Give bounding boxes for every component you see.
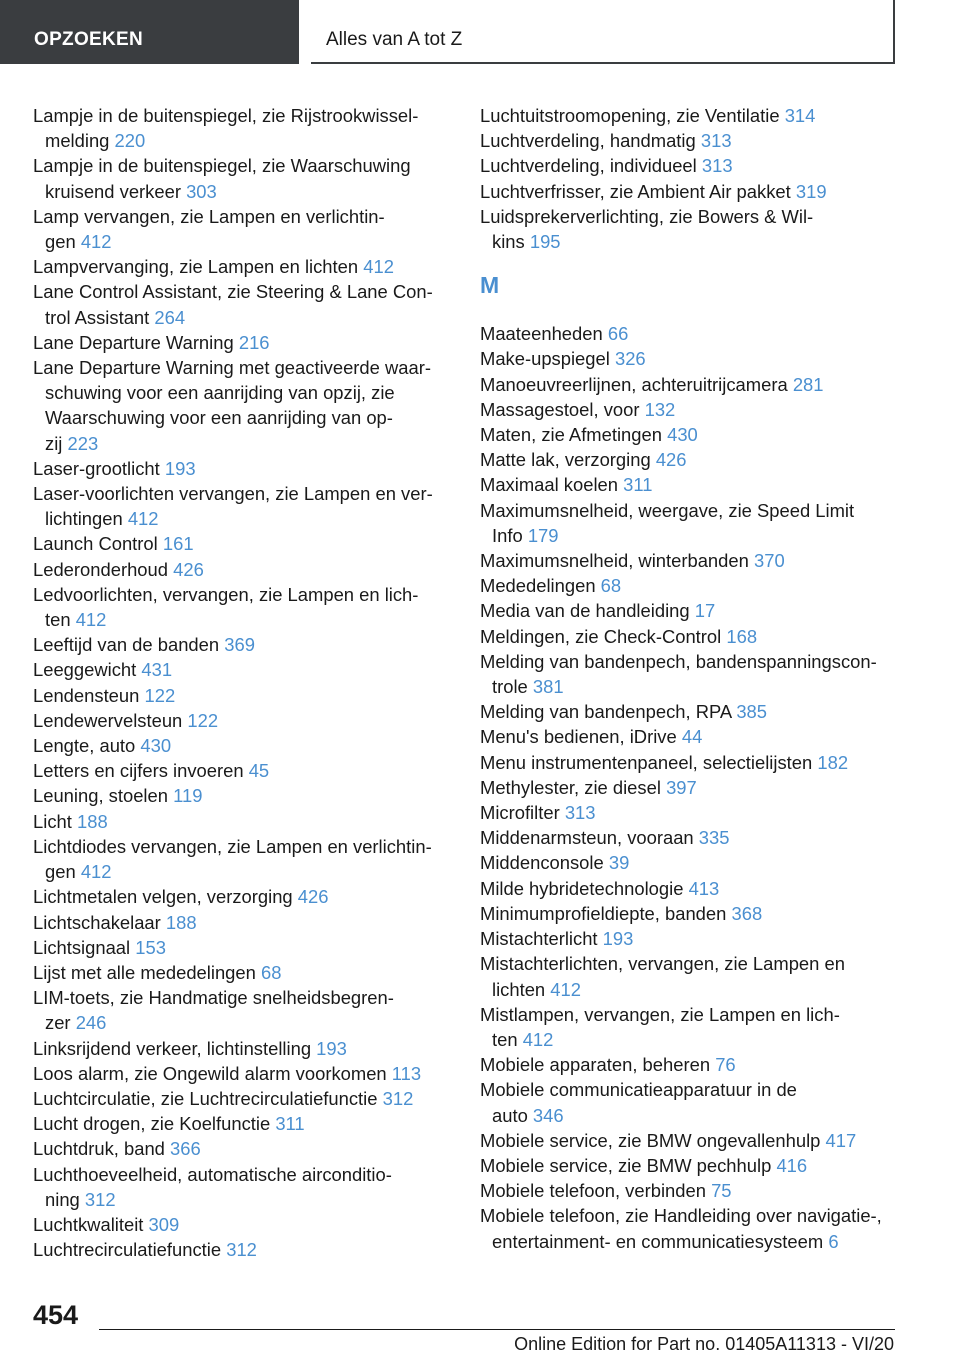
- footer-divider: [99, 1329, 895, 1330]
- page-link[interactable]: 346: [532, 1104, 564, 1126]
- index-entry: [480, 699, 910, 724]
- page-link[interactable]: 412: [80, 861, 112, 883]
- page-link[interactable]: 412: [127, 508, 159, 530]
- entry-term: Mobiele communicatieapparatuur in de: [480, 1079, 797, 1101]
- index-entry: [480, 472, 910, 497]
- page-link[interactable]: 264: [154, 306, 186, 328]
- index-entry: [480, 548, 910, 573]
- page-link[interactable]: 113: [391, 1062, 422, 1084]
- entry-term: Lichtschakelaar: [33, 911, 161, 933]
- page-link[interactable]: 335: [698, 827, 730, 849]
- page-link[interactable]: 319: [795, 180, 827, 202]
- index-entry: [480, 1178, 910, 1203]
- index-entry: [33, 683, 453, 708]
- entry-term: zer: [45, 1012, 71, 1034]
- index-entry: [33, 1162, 453, 1212]
- page-link[interactable]: 311: [623, 474, 653, 496]
- entry-term: Middenarmsteun, vooraan: [480, 827, 694, 849]
- entry-term: Lichtdiodes vervangen, zie Lampen en verlichtin-: [33, 835, 432, 857]
- index-entry: [480, 926, 910, 951]
- index-column-right: [480, 103, 910, 1254]
- index-entry: [480, 750, 910, 775]
- entry-term: auto: [492, 1104, 528, 1126]
- index-entry: [480, 179, 910, 204]
- index-entry: [480, 103, 910, 128]
- page-link[interactable]: 188: [165, 911, 197, 933]
- topic-title: Alles van A tot Z: [326, 29, 463, 50]
- entry-term: Info: [492, 524, 523, 546]
- entry-term: Luchthoeveelheid, automatische airconditio-: [33, 1163, 392, 1185]
- page-link[interactable]: 312: [84, 1188, 116, 1210]
- entry-term: kins: [492, 231, 525, 253]
- index-entry: [33, 985, 453, 1035]
- index-entry: [480, 775, 910, 800]
- entry-term: Mobiele service, zie BMW ongevallenhulp: [480, 1129, 821, 1151]
- entry-term: Luchtverfrisser, zie Ambient Air pakket: [480, 180, 791, 202]
- entry-term: gen: [45, 231, 76, 253]
- entry-term: Leeggewicht: [33, 659, 137, 681]
- index-entry: [33, 531, 453, 556]
- page-link[interactable]: 426: [655, 449, 687, 471]
- page-link[interactable]: 168: [726, 625, 758, 647]
- index-entry: [480, 649, 910, 699]
- entry-term: Letters en cijfers invoeren: [33, 760, 244, 782]
- page-link[interactable]: 369: [224, 634, 255, 656]
- page-link[interactable]: 223: [67, 432, 99, 454]
- page-link[interactable]: 122: [187, 709, 219, 731]
- page-link[interactable]: 195: [529, 231, 561, 253]
- page-link[interactable]: 281: [792, 373, 824, 395]
- index-entry: [33, 910, 453, 935]
- index-entry: [33, 884, 453, 909]
- page-link[interactable]: 39: [608, 852, 630, 874]
- page-link[interactable]: 246: [75, 1012, 107, 1034]
- page-link[interactable]: 313: [564, 802, 596, 824]
- page-link[interactable]: 412: [363, 256, 394, 278]
- entry-term: ning: [45, 1188, 80, 1210]
- page-link[interactable]: 370: [753, 550, 785, 572]
- index-column-left: [33, 103, 453, 1262]
- entry-term: Mistachterlichten, vervangen, zie Lampen en: [480, 953, 845, 975]
- entry-term: Launch Control: [33, 533, 158, 555]
- page-link[interactable]: 385: [736, 701, 767, 723]
- entry-term: Methylester, zie diesel: [480, 776, 661, 798]
- entry-term: lichten: [492, 978, 546, 1000]
- index-entry: [33, 1136, 453, 1161]
- entry-term: Menu's bedienen, iDrive: [480, 726, 677, 748]
- index-entry: [480, 204, 910, 254]
- index-entry: [33, 733, 453, 758]
- entry-term: Linksrijdend verkeer, lichtinstelling: [33, 1037, 312, 1059]
- entry-term: Mobiele service, zie BMW pechhulp: [480, 1154, 772, 1176]
- entry-term: Mededelingen: [480, 575, 596, 597]
- index-entry: [33, 1061, 453, 1086]
- index-entry: [33, 758, 453, 783]
- index-entry: [33, 103, 453, 153]
- entry-term: Lampje in de buitenspiegel, zie Waarschuwing: [33, 155, 411, 177]
- index-entry: [33, 708, 453, 733]
- entry-term: ten: [492, 1028, 518, 1050]
- index-entry: [33, 783, 453, 808]
- entry-term: Luchtkwaliteit: [33, 1213, 144, 1235]
- index-entry: [480, 901, 910, 926]
- letter-heading: M: [480, 272, 500, 299]
- entry-term: Lane Departure Warning: [33, 331, 234, 353]
- page-link[interactable]: 416: [776, 1154, 808, 1176]
- entry-term: Maximaal koelen: [480, 474, 618, 496]
- entry-term: gen: [45, 861, 76, 883]
- entry-term: Lane Control Assistant, zie Steering & Lane Con-: [33, 281, 433, 303]
- entry-term: Mobiele apparaten, beheren: [480, 1054, 711, 1076]
- index-entry: [33, 1111, 453, 1136]
- index-entry: [480, 321, 910, 346]
- footer-edition: Online Edition for Part no. 01405A11313 - VI/20: [514, 1334, 894, 1354]
- page-link[interactable]: 68: [600, 575, 622, 597]
- page-link[interactable]: 430: [667, 424, 698, 446]
- index-entry: [33, 834, 453, 884]
- index-entry: [33, 557, 453, 582]
- index-entry: [480, 850, 910, 875]
- entry-term: lichtingen: [45, 508, 123, 530]
- entry-term: Mistlampen, vervangen, zie Lampen en lich-: [480, 1003, 840, 1025]
- entry-term: Minimumprofieldiepte, banden: [480, 902, 727, 924]
- entry-term: Lampje in de buitenspiegel, zie Rijstrookwissel-: [33, 105, 419, 126]
- index-entry: [480, 800, 910, 825]
- index-entry: [33, 279, 453, 329]
- index-entry: [33, 330, 453, 355]
- entry-term: Lengte, auto: [33, 735, 136, 757]
- index-entry: [480, 153, 910, 178]
- page-link[interactable]: 412: [522, 1028, 554, 1050]
- entry-term: Lederonderhoud: [33, 558, 168, 580]
- index-entry: [33, 935, 453, 960]
- page-link[interactable]: 45: [248, 760, 270, 782]
- page-link[interactable]: 220: [114, 130, 146, 152]
- index-entry: [480, 498, 910, 548]
- index-entry: [480, 1077, 910, 1127]
- index-entry: [480, 876, 910, 901]
- entry-term: Make-upspiegel: [480, 348, 610, 370]
- index-entry: [480, 598, 910, 623]
- page-link[interactable]: 312: [382, 1087, 414, 1109]
- entry-term: Luchtverdeling, handmatig: [480, 130, 696, 152]
- index-entry: [480, 825, 910, 850]
- entry-term: Lichtmetalen velgen, verzorging: [33, 886, 293, 908]
- index-entry: [480, 951, 910, 1001]
- entry-term: Luchtuitstroomopening, zie Ventilatie: [480, 105, 780, 126]
- page-link[interactable]: 66: [607, 323, 629, 345]
- topic-header: [311, 0, 895, 64]
- page-link[interactable]: 412: [75, 609, 107, 631]
- entry-term: zij: [45, 432, 63, 454]
- index-entry: [33, 960, 453, 985]
- page-number: 454: [33, 1300, 79, 1330]
- page-link[interactable]: 397: [666, 776, 697, 798]
- entry-term: Ledvoorlichten, vervangen, zie Lampen en lich-: [33, 583, 419, 605]
- page-link[interactable]: 430: [140, 735, 172, 757]
- index-entry: [480, 1002, 910, 1052]
- index-entry: [33, 481, 453, 531]
- entry-term: Melding van bandenpech, RPA: [480, 701, 732, 723]
- page-link[interactable]: 182: [817, 751, 849, 773]
- index-entry: [480, 346, 910, 371]
- page-link[interactable]: 132: [644, 398, 676, 420]
- page-link[interactable]: 216: [238, 331, 270, 353]
- entry-term: Milde hybridetechnologie: [480, 877, 684, 899]
- index-entry: [33, 1212, 453, 1237]
- index-entry: [33, 632, 453, 657]
- index-group-l: [480, 103, 910, 254]
- page-link[interactable]: 68: [261, 961, 282, 983]
- entry-term: Maximumsnelheid, weergave, zie Speed Limit: [480, 499, 855, 521]
- entry-term: Meldingen, zie Check-Control: [480, 625, 722, 647]
- entry-term: Waarschuwing voor een aanrijding van op-: [45, 407, 393, 429]
- entry-term: Mobiele telefoon, zie Handleiding over navigatie-,: [480, 1205, 882, 1227]
- entry-term: trole: [492, 676, 528, 698]
- index-entry: [480, 724, 910, 749]
- entry-term: Media van de handleiding: [480, 600, 690, 622]
- index-entry: [33, 657, 453, 682]
- page-link[interactable]: 426: [173, 558, 204, 580]
- index-entry: [480, 128, 910, 153]
- entry-term: Loos alarm, zie Ongewild alarm voorkomen: [33, 1062, 387, 1084]
- index-entry: [33, 582, 453, 632]
- entry-term: Lampvervanging, zie Lampen en lichten: [33, 256, 359, 278]
- entry-term: Manoeuvreerlijnen, achteruitrijcamera: [480, 373, 788, 395]
- index-entry: [480, 397, 910, 422]
- page-link[interactable]: 426: [297, 886, 329, 908]
- index-entry: [33, 1086, 453, 1111]
- page-link[interactable]: 326: [614, 348, 646, 370]
- entry-term: Lijst met alle mededelingen: [33, 961, 256, 983]
- entry-term: Lane Departure Warning met geactiveerde waar-: [33, 357, 431, 379]
- index-entry: [33, 254, 453, 279]
- index-entry: [33, 204, 453, 254]
- entry-term: Luchtcirculatie, zie Luchtrecirculatiefunctie: [33, 1087, 378, 1109]
- entry-term: Mistachterlicht: [480, 928, 598, 950]
- index-entry: [480, 624, 910, 649]
- section-title: OPZOEKEN: [34, 29, 144, 50]
- entry-term: Licht: [33, 810, 72, 832]
- page-link[interactable]: 44: [681, 726, 703, 748]
- index-entry: [33, 809, 453, 834]
- index-entry: [480, 573, 910, 598]
- entry-term: Luidsprekerverlichting, zie Bowers & Wil-: [480, 205, 814, 227]
- page-link[interactable]: 381: [532, 676, 564, 698]
- page-link[interactable]: 75: [711, 1180, 732, 1202]
- page-link[interactable]: 413: [688, 877, 720, 899]
- page-link[interactable]: 6: [828, 1230, 839, 1252]
- entry-term: ten: [45, 609, 71, 631]
- page-link[interactable]: 431: [141, 659, 173, 681]
- index-entry: [480, 372, 910, 397]
- page-link[interactable]: 309: [148, 1213, 180, 1235]
- page-link[interactable]: 313: [701, 155, 733, 177]
- index-entry: [480, 1203, 910, 1253]
- entry-term: Maateenheden: [480, 323, 603, 345]
- entry-term: Melding van bandenpech, bandenspanningscon-: [480, 650, 877, 672]
- page-link[interactable]: 313: [700, 130, 732, 152]
- entry-term: Lamp vervangen, zie Lampen en verlichtin-: [33, 205, 385, 227]
- index-group-m: [480, 321, 910, 1254]
- page-link[interactable]: 17: [694, 600, 716, 622]
- page-link[interactable]: 314: [784, 105, 816, 126]
- page-link[interactable]: 188: [76, 810, 108, 832]
- entry-term: Leeftijd van de banden: [33, 634, 220, 656]
- page-link[interactable]: 193: [316, 1037, 347, 1059]
- entry-term: Luchtrecirculatiefunctie: [33, 1239, 222, 1261]
- entry-term: Laser-grootlicht: [33, 457, 160, 479]
- page-link[interactable]: 153: [135, 936, 166, 958]
- index-entry: [33, 1036, 453, 1061]
- index-entry: [33, 355, 453, 456]
- entry-term: Leuning, stoelen: [33, 785, 168, 807]
- entry-term: Matte lak, verzorging: [480, 449, 651, 471]
- entry-term: Laser-voorlichten vervangen, zie Lampen en ver-: [33, 483, 433, 505]
- page-link[interactable]: 193: [164, 457, 196, 479]
- page-link[interactable]: 76: [715, 1054, 736, 1076]
- entry-term: Maten, zie Afmetingen: [480, 424, 662, 446]
- entry-term: Luchtdruk, band: [33, 1138, 165, 1160]
- page-link[interactable]: 412: [80, 231, 112, 253]
- page-link[interactable]: 161: [162, 533, 194, 555]
- index-entry: [33, 1237, 453, 1262]
- page-link[interactable]: 368: [731, 902, 763, 924]
- page-link[interactable]: 119: [173, 785, 203, 807]
- entry-term: Massagestoel, voor: [480, 398, 640, 420]
- entry-term: Lucht drogen, zie Koelfunctie: [33, 1113, 271, 1135]
- entry-term: Middenconsole: [480, 852, 604, 874]
- page-link[interactable]: 366: [170, 1138, 201, 1160]
- entry-term: kruisend verkeer: [45, 180, 181, 202]
- entry-term: Luchtverdeling, individueel: [480, 155, 697, 177]
- entry-term: Lendensteun: [33, 684, 140, 706]
- entry-term: Lendewervelsteun: [33, 709, 183, 731]
- entry-term: LIM-toets, zie Handmatige snelheidsbegren-: [33, 987, 394, 1009]
- index-entry: [480, 422, 910, 447]
- page-link[interactable]: 303: [186, 180, 217, 202]
- page-link[interactable]: 312: [226, 1239, 257, 1261]
- entry-term: Menu instrumentenpaneel, selectielijsten: [480, 751, 813, 773]
- entry-term: Maximumsnelheid, winterbanden: [480, 550, 749, 572]
- index-entry: [33, 153, 453, 203]
- page-link[interactable]: 412: [550, 978, 581, 1000]
- page-link[interactable]: 179: [527, 524, 559, 546]
- section-tab[interactable]: [0, 0, 299, 64]
- index-entry: [480, 1128, 910, 1153]
- entry-term: schuwing voor een aanrijding van opzij, zie: [45, 382, 395, 404]
- page-link[interactable]: 193: [602, 928, 634, 950]
- index-entry: [480, 1052, 910, 1077]
- entry-term: Lichtsignaal: [33, 936, 131, 958]
- page-link[interactable]: 311: [275, 1113, 305, 1135]
- index-entry: [33, 456, 453, 481]
- index-entry: [480, 447, 910, 472]
- entry-term: entertainment- en communicatiesysteem: [492, 1230, 824, 1252]
- page-link[interactable]: 122: [144, 684, 176, 706]
- entry-term: Mobiele telefoon, verbinden: [480, 1180, 706, 1202]
- entry-term: trol Assistant: [45, 306, 150, 328]
- index-entry: [480, 1153, 910, 1178]
- page-link[interactable]: 417: [825, 1129, 857, 1151]
- entry-term: melding: [45, 130, 110, 152]
- entry-term: Microfilter: [480, 802, 560, 824]
